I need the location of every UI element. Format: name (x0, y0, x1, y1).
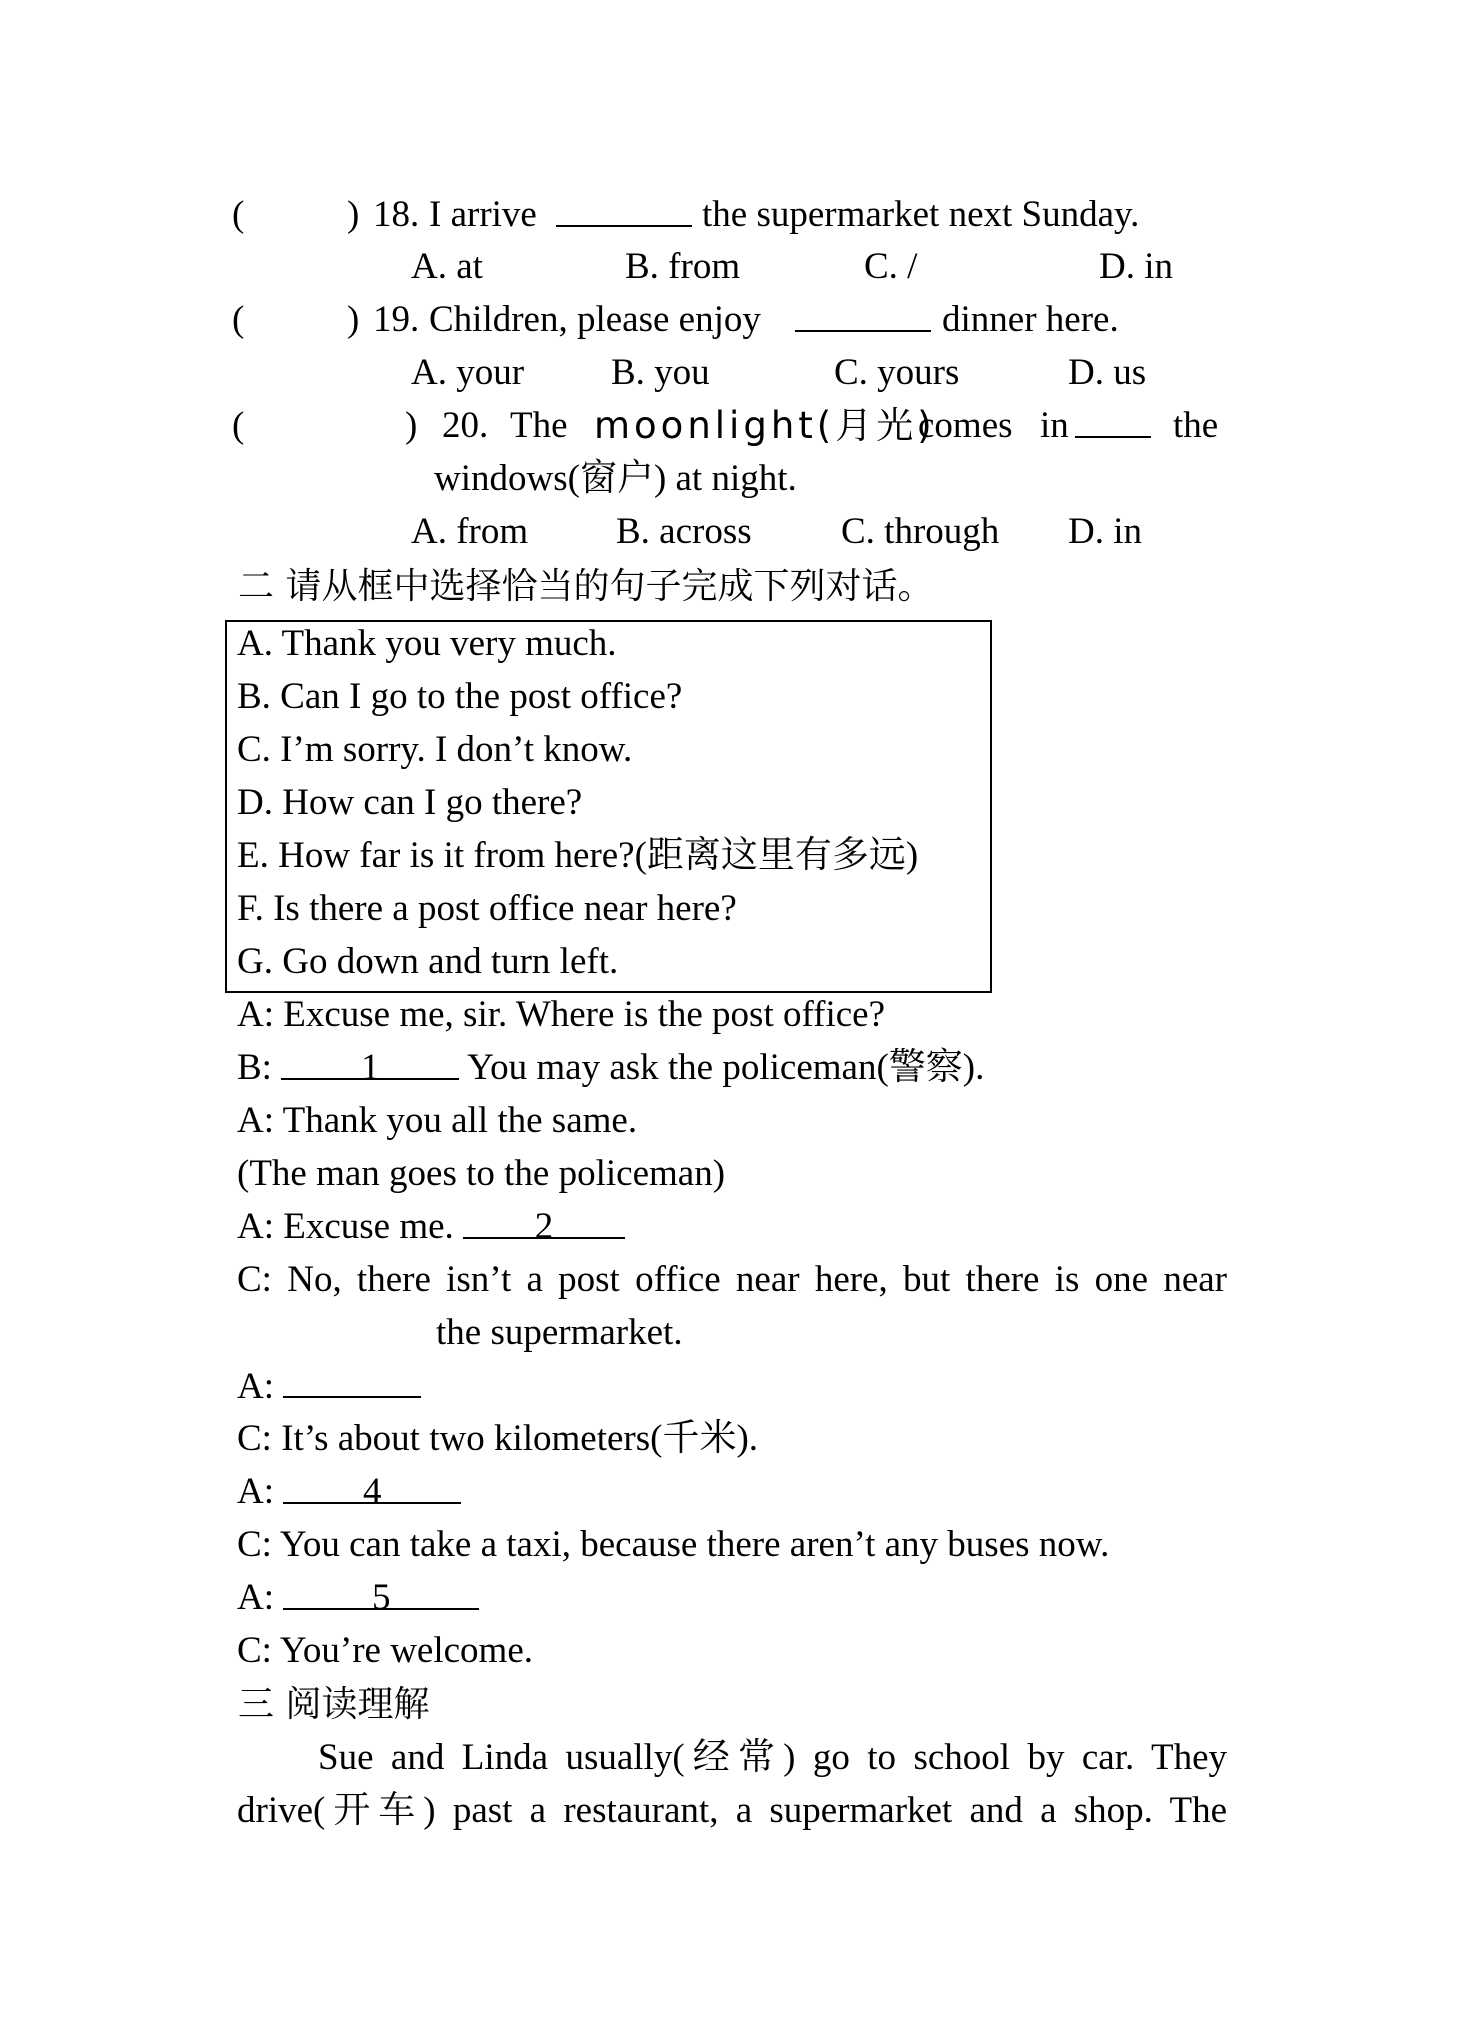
choice-item: A. Thank you very much. (237, 623, 617, 664)
blank-number: 4 (363, 1471, 382, 1512)
question-stem-word: comes (918, 405, 1013, 446)
choice-item: B. Can I go to the post office? (237, 676, 683, 717)
dialogue-text: No, there isn’t a post office near here, but there is one near (287, 1259, 1227, 1300)
dialogue-line (237, 993, 885, 1037)
speaker: C: (237, 1418, 272, 1459)
speaker: A: (237, 1366, 274, 1407)
dialogue-text: You may ask the policeman(警察). (467, 1047, 985, 1088)
answer-paren-open: ( (232, 194, 245, 235)
option-d[interactable]: D. in (1099, 246, 1173, 287)
question-number: 19. (373, 299, 420, 340)
speaker: A: (237, 1471, 274, 1512)
question-stem-before: Children, please enjoy (429, 299, 761, 340)
dialogue-line (237, 1629, 533, 1673)
dialogue-line (237, 1576, 479, 1620)
answer-paren-close: ) (347, 194, 360, 235)
option-a[interactable]: A. at (411, 246, 483, 287)
choice-item: D. How can I go there? (237, 782, 583, 823)
question-stem-word: in (1040, 405, 1069, 446)
speaker: A: (237, 1206, 274, 1247)
dialogue-line (237, 1364, 421, 1409)
dialogue-text: Excuse me, sir. Where is the post office? (283, 994, 886, 1035)
speaker: A: (237, 994, 274, 1035)
dialogue-line (237, 1205, 625, 1249)
question-stem-word: The (510, 405, 568, 446)
dialogue-text: You can take a taxi, because there aren’t any buses now. (279, 1524, 1110, 1565)
answer-blank[interactable] (556, 193, 692, 227)
question-stem-line2: windows(窗户) at night. (434, 458, 797, 499)
option-b[interactable]: B. from (625, 246, 741, 287)
blank-number: 5 (372, 1577, 391, 1618)
question-number: 20. (442, 405, 489, 446)
stage-direction: (The man goes to the policeman) (237, 1153, 726, 1194)
dialogue-text: It’s about two kilometers(千米). (281, 1418, 759, 1459)
option-c[interactable]: C. / (864, 246, 918, 287)
dialogue-blank-4[interactable] (283, 1470, 461, 1512)
dialogue-text: Excuse me. (283, 1206, 454, 1247)
dialogue-line (237, 1417, 758, 1461)
answer-paren-close: ) (347, 299, 360, 340)
speaker: C: (237, 1630, 272, 1671)
dialogue-blank-3[interactable] (283, 1364, 421, 1398)
question-stem-after: dinner here. (942, 299, 1119, 340)
passage-line: Sue and Linda usually(经常) go to school by car. They (318, 1737, 1227, 1778)
dialogue-line (237, 1470, 461, 1514)
answer-paren-close: ) (405, 405, 418, 446)
section-heading: 二 请从框中选择恰当的句子完成下列对话。 (238, 566, 934, 607)
choice-item: C. I’m sorry. I don’t know. (237, 729, 633, 770)
blank-number: 2 (534, 1206, 554, 1247)
dialogue-continuation: the supermarket. (436, 1312, 683, 1353)
dialogue-blank-5[interactable] (283, 1576, 479, 1618)
speaker: B: (237, 1047, 272, 1088)
question-stem-before: I arrive (429, 194, 537, 235)
choice-item: G. Go down and turn left. (237, 941, 619, 982)
dialogue-line (237, 1099, 637, 1143)
blank-number: 1 (360, 1047, 380, 1088)
choice-item: E. How far is it from here?(距离这里有多远) (237, 835, 919, 876)
dialogue-text: You’re welcome. (279, 1630, 533, 1671)
speaker: C: (237, 1524, 272, 1565)
speaker: C: (237, 1259, 272, 1300)
dialogue-text: Thank you all the same. (282, 1100, 638, 1141)
option-c[interactable]: C. yours (834, 352, 960, 393)
answer-paren-open: ( (232, 405, 245, 446)
option-b[interactable]: B. across (616, 511, 752, 552)
dialogue-blank-2[interactable] (463, 1205, 625, 1247)
option-b[interactable]: B. you (611, 352, 710, 393)
dialogue-line (237, 1258, 1227, 1302)
option-c[interactable]: C. through (841, 511, 1000, 552)
choice-item: F. Is there a post office near here? (237, 888, 737, 929)
option-d[interactable]: D. in (1068, 511, 1142, 552)
dialogue-line (237, 1046, 984, 1090)
answer-paren-open: ( (232, 299, 245, 340)
question-stem-after: the supermarket next Sunday. (702, 194, 1140, 235)
dialogue-blank-1[interactable] (281, 1046, 459, 1088)
answer-blank[interactable] (1075, 404, 1151, 438)
speaker: A: (237, 1577, 274, 1618)
passage-line: drive(开车) past a restaurant, a supermarket and a shop. The (237, 1790, 1227, 1831)
option-a[interactable]: A. your (411, 352, 525, 393)
option-d[interactable]: D. us (1068, 352, 1147, 393)
answer-blank[interactable] (795, 298, 931, 332)
dialogue-line (237, 1523, 1109, 1567)
speaker: A: (237, 1100, 274, 1141)
section-heading: 三 阅读理解 (238, 1684, 430, 1725)
question-stem-word: moonlight(月光) (594, 404, 936, 447)
question-number: 18. (373, 194, 420, 235)
option-a[interactable]: A. from (411, 511, 529, 552)
question-stem-word: the (1173, 405, 1219, 446)
